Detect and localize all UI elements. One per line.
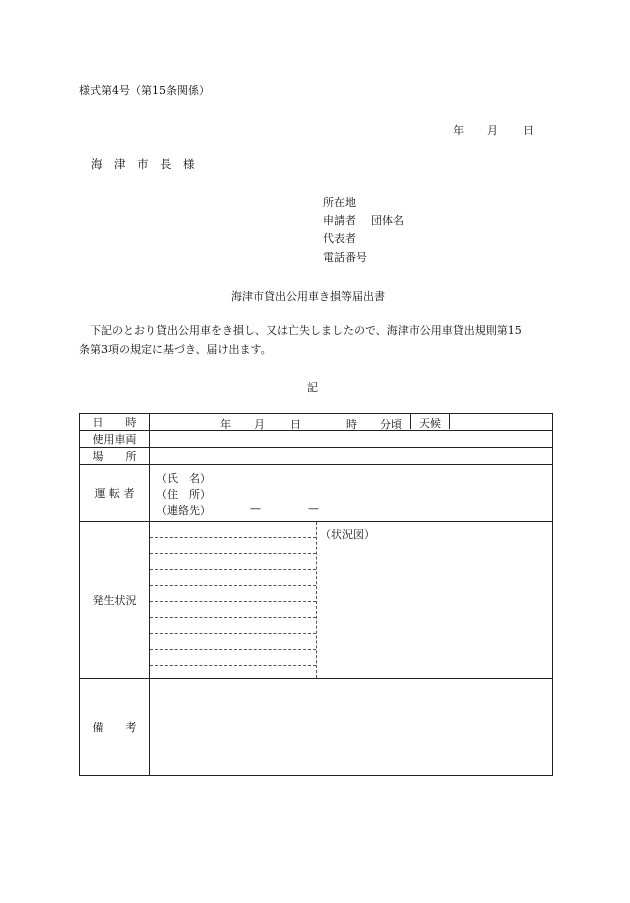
dashed-line	[150, 585, 316, 586]
dt-hour: 時	[346, 418, 357, 431]
report-table	[79, 413, 553, 776]
driver-label: 運 転 者	[80, 465, 150, 522]
address-label: 所在地	[323, 196, 356, 209]
vehicle-cell[interactable]	[150, 431, 553, 448]
date-month: 月	[487, 124, 498, 137]
body-line-1: 下記のとおり貸出公用車をき損し、又は亡失しましたので、海津市公用車貸出規則第15	[79, 324, 522, 337]
organization-label: 団体名	[371, 214, 404, 227]
date-year: 年	[453, 124, 464, 137]
driver-cell[interactable]	[150, 465, 553, 522]
dashed-line	[150, 537, 316, 538]
dashed-line	[150, 601, 316, 602]
place-cell[interactable]	[150, 448, 553, 465]
dashed-line	[150, 649, 316, 650]
body-line-2: 条第3項の規定に基づき、届け出ます。	[79, 343, 272, 356]
driver-contact: （連絡先）	[156, 504, 211, 517]
dt-year: 年	[220, 418, 231, 431]
dashed-line	[150, 569, 316, 570]
dt-minute: 分頃	[380, 418, 402, 431]
phone-dash-1: —	[250, 502, 261, 515]
dashed-line	[150, 633, 316, 634]
diagram-label: （状況図）	[320, 528, 375, 541]
remarks-cell[interactable]	[150, 679, 553, 776]
weather-label: 天候	[419, 417, 441, 430]
phone-label: 電話番号	[323, 251, 367, 264]
dashed-line	[150, 617, 316, 618]
driver-name: （氏 名）	[156, 472, 211, 485]
document-title: 海津市貸出公用車き損等届出書	[231, 290, 385, 303]
weather-box	[410, 414, 450, 429]
datetime-cell[interactable]	[150, 414, 553, 431]
date-day: 日	[523, 124, 534, 137]
form-number: 様式第4号（第15条関係）	[79, 84, 210, 97]
dashed-line	[150, 553, 316, 554]
dashed-line	[150, 665, 316, 666]
addressee: 海 津 市 長 様	[91, 157, 195, 171]
situation-cell[interactable]	[150, 522, 553, 679]
dt-day: 日	[290, 418, 301, 431]
dt-month: 月	[254, 418, 265, 431]
phone-dash-2: —	[308, 502, 319, 515]
vehicle-label: 使用車両	[80, 431, 150, 448]
place-label: 場 所	[80, 448, 150, 465]
representative-label: 代表者	[323, 232, 356, 245]
applicant-label: 申請者	[323, 214, 356, 227]
situation-label: 発生状況	[80, 522, 150, 679]
ki-label: 記	[307, 381, 318, 394]
driver-address: （住 所）	[156, 488, 211, 501]
remarks-label: 備 考	[80, 679, 150, 776]
datetime-label: 日 時	[80, 414, 150, 431]
diagram-divider	[316, 522, 317, 678]
